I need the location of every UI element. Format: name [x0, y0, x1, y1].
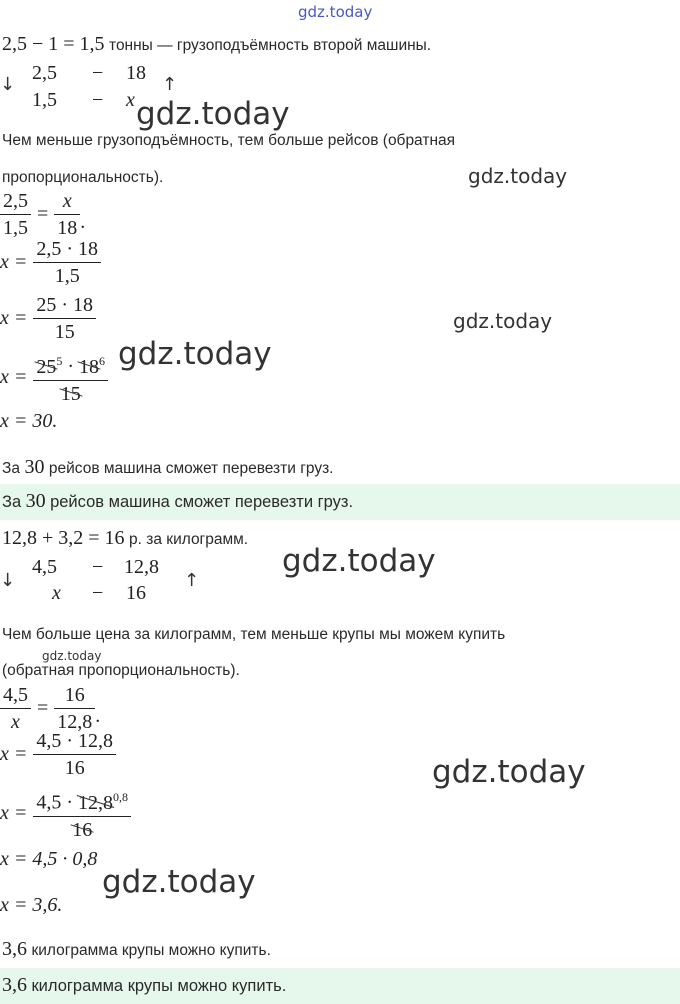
task2-step3: x = 4,5 · 0,8 [0, 848, 98, 870]
watermark: gdz.today [136, 96, 290, 132]
task2-step1: x = $\frac{4,5 \cdot 12,8}{16}$ [0, 728, 116, 781]
down-arrow-icon: ↓ [0, 570, 16, 591]
fraction: $\frac{4,5 \cdot 12,8^{0,8}}{16}$ [33, 784, 131, 843]
fraction: $\frac{2,5}{1,5}$ [0, 188, 31, 241]
up-arrow-icon: ↑ [184, 570, 200, 591]
task1-step1: x = $\frac{2,5 \cdot 18}{1,5}$ [0, 236, 101, 289]
task1-table-row2-a: 1,5 [32, 89, 57, 111]
task2-line1-math: 12,8 + 3,2 = 16 [2, 527, 125, 549]
task2-table-row2-x: x [52, 582, 61, 604]
task1-line1-text: тонны — грузоподъёмность второй машины. [109, 37, 432, 54]
watermark: gdz.today [102, 864, 256, 900]
fraction: $\frac{4,5}{x}$ [0, 682, 31, 735]
watermark-top: gdz.today [298, 3, 373, 21]
task1-table-row1-op: − [92, 62, 104, 84]
watermark: gdz.today [118, 336, 272, 372]
fraction: $\frac{x}{18}$ [54, 188, 80, 241]
task2-table-row1-b: 12,8 [124, 556, 159, 578]
task2-reasoning-1: Чем больше цена за килограмм, тем меньше крупы мы можем купить [2, 626, 506, 643]
task2-line1 [2, 527, 248, 550]
fraction: $\frac{25 \cdot 18}{15}$ [33, 292, 96, 345]
watermark: gdz.today [468, 164, 568, 188]
task2-proportion: $\frac{4,5}{x}$ = $\frac{16}{12,8}$ . [0, 682, 100, 735]
task2-answer-plain: 3,6 килограмма крупы можно купить. [2, 938, 271, 960]
task1-line1-math: 2,5 − 1 = 1,5 [2, 33, 105, 55]
task1-table-row1-b: 18 [126, 62, 146, 84]
task1-table-row1-a: 2,5 [32, 62, 57, 84]
fraction: $\frac{25^5 \cdot 18^6}{15}$ [33, 348, 108, 407]
task2-answer-highlight: 3,6 килограмма крупы можно купить. [2, 974, 287, 996]
down-arrow-icon: ↓ [0, 74, 16, 95]
task1-reasoning-1: Чем меньше грузоподъёмность, тем больше рейсов (обратная [2, 132, 456, 149]
task1-proportion: $\frac{2,5}{1,5}$ = $\frac{x}{18}$ . [0, 188, 85, 241]
fraction: $\frac{2,5 \cdot 18}{1,5}$ [33, 236, 101, 289]
task1-answer-plain: За 30 рейсов машина сможет перевезти груз. [2, 456, 334, 478]
task2-result: x = 3,6. [0, 894, 63, 916]
task1-line1 [2, 33, 431, 56]
task1-result: x = 30. [0, 410, 58, 432]
task1-step3: x = $\frac{25^5 \cdot 18^6}{15}$ [0, 348, 108, 407]
watermark: gdz.today [42, 649, 102, 663]
fraction: $\frac{4,5 \cdot 12,8}{16}$ [33, 728, 116, 781]
up-arrow-icon: ↑ [162, 74, 178, 95]
task1-answer-highlight: За 30 рейсов машина сможет перевезти груз. [2, 490, 354, 512]
fraction: $\frac{16}{12,8}$ [54, 682, 95, 735]
watermark: gdz.today [432, 754, 586, 790]
task2-table-row1-a: 4,5 [32, 556, 57, 578]
task2-line1-text: р. за килограмм. [129, 531, 249, 548]
watermark: gdz.today [282, 543, 436, 579]
task2-table-row2-b: 16 [126, 582, 146, 604]
task1-reasoning-2: пропорциональность). [2, 169, 164, 186]
task1-step2: x = $\frac{25 \cdot 18}{15}$ [0, 292, 96, 345]
task1-table-row2-op: − [92, 89, 104, 111]
task2-table-row2-op: − [92, 582, 104, 604]
task2-reasoning-2: (обратная пропорциональность). [2, 662, 240, 679]
task2-step2: x = $\frac{4,5 \cdot 12,8^{0,8}}{16}$ [0, 784, 131, 843]
watermark: gdz.today [453, 309, 553, 333]
task2-table-row1-op: − [92, 556, 104, 578]
task1-table-row2-x: x [126, 89, 135, 111]
